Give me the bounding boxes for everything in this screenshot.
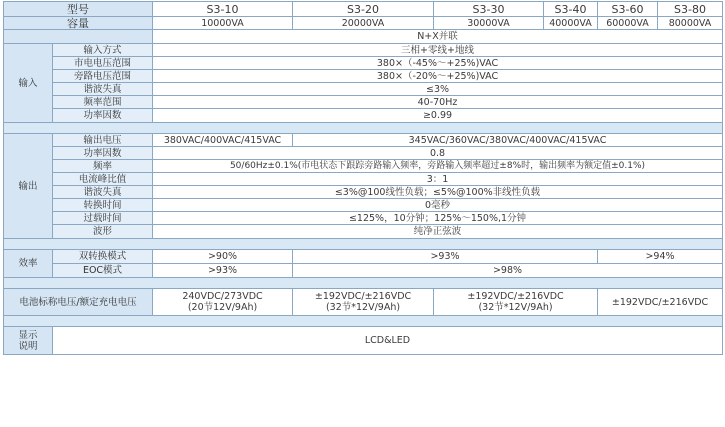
- model-label: 型号: [4, 2, 153, 17]
- input-value: 380×（-20%～+25%)VAC: [153, 70, 723, 83]
- display-label-line2: 说明: [18, 340, 38, 352]
- input-row: [4, 109, 723, 123]
- output-value: 纯净正弦波: [153, 225, 723, 239]
- display-label-line1: 显示: [18, 329, 38, 341]
- display-row: [4, 327, 723, 355]
- output-row: [4, 147, 723, 160]
- output-value: 0毫秒: [153, 199, 723, 212]
- efficiency-section-label: 效率: [4, 250, 53, 278]
- section-divider: [4, 316, 723, 327]
- capacity-s3-80: 80000VA: [658, 17, 723, 30]
- input-value: 40-70Hz: [153, 96, 723, 109]
- battery-s3-10-config: (20节12V/9Ah): [187, 302, 258, 313]
- output-voltage-s3-10: 380VAC/400VAC/415VAC: [153, 134, 293, 147]
- input-label: 频率范围: [53, 96, 153, 109]
- input-row: [4, 44, 723, 57]
- input-label: 市电电压范围: [53, 57, 153, 70]
- battery-s3-20-voltage: ±192VDC/±216VDC: [314, 291, 412, 302]
- double-conversion-right: >94%: [598, 250, 723, 264]
- parallel-row: [4, 30, 723, 44]
- capacity-s3-20: 20000VA: [293, 17, 434, 30]
- input-row: [4, 96, 723, 109]
- efficiency-row: [4, 250, 723, 264]
- input-label: 旁路电压范围: [53, 70, 153, 83]
- parallel-value: N+X并联: [153, 30, 723, 44]
- input-row: [4, 83, 723, 96]
- battery-row: [4, 289, 723, 316]
- model-s3-60: S3-60: [598, 2, 658, 17]
- eoc-label: EOC模式: [53, 264, 153, 278]
- output-label: 过载时间: [53, 212, 153, 225]
- output-value: 50/60Hz±0.1%(市电状态下跟踪旁路输入频率，旁路输入频率超过±8%时，输出频率为额定值±0.1%): [153, 160, 723, 173]
- battery-s3-30: [434, 289, 598, 316]
- model-s3-20: S3-20: [293, 2, 434, 17]
- output-value: ≤125%，10分钟；125%～150%,1分钟: [153, 212, 723, 225]
- output-voltage-label: 输出电压: [53, 134, 153, 147]
- battery-s3-10: [153, 289, 293, 316]
- battery-s3-30-voltage: ±192VDC/±216VDC: [467, 291, 564, 302]
- model-s3-30: S3-30: [434, 2, 544, 17]
- battery-s3-20-config: (32节*12V/9Ah): [325, 302, 401, 313]
- output-label: 频率: [53, 160, 153, 173]
- capacity-s3-30: 30000VA: [434, 17, 544, 30]
- output-label: 功率因数: [53, 147, 153, 160]
- capacity-s3-40: 40000VA: [544, 17, 598, 30]
- output-voltage-others: 345VAC/360VAC/380VAC/400VAC/415VAC: [293, 134, 723, 147]
- input-label: 功率因数: [53, 109, 153, 123]
- input-value: 三相+零线+地线: [153, 44, 723, 57]
- capacity-s3-60: 60000VA: [598, 17, 658, 30]
- input-value: ≤3%: [153, 83, 723, 96]
- display-value: LCD&LED: [53, 327, 723, 355]
- output-row: [4, 173, 723, 186]
- output-label: 谐波失真: [53, 186, 153, 199]
- input-value: ≥0.99: [153, 109, 723, 123]
- battery-s3-40-80: ±192VDC/±216VDC: [598, 289, 723, 316]
- output-label: 电流峰比值: [53, 173, 153, 186]
- output-label: 波形: [53, 225, 153, 239]
- model-s3-40: S3-40: [544, 2, 598, 17]
- output-row: [4, 186, 723, 199]
- output-row: [4, 225, 723, 239]
- output-row: [4, 199, 723, 212]
- double-conversion-s3-10: >90%: [153, 250, 293, 264]
- battery-s3-30-config: (32节*12V/9Ah): [478, 302, 553, 313]
- efficiency-row: [4, 264, 723, 278]
- parallel-blank: [4, 30, 153, 44]
- input-row: [4, 70, 723, 83]
- output-value: 3：1: [153, 173, 723, 186]
- model-s3-10: S3-10: [153, 2, 293, 17]
- model-row: [4, 2, 723, 17]
- output-row: [4, 134, 723, 147]
- input-row: [4, 57, 723, 70]
- output-value: ≤3%@100线性负载；≤5%@100%非线性负载: [153, 186, 723, 199]
- battery-s3-10-voltage: 240VDC/273VDC: [182, 291, 263, 302]
- eoc-s3-10: >93%: [153, 264, 293, 278]
- battery-label: 电池标称电压/额定充电电压: [4, 289, 153, 316]
- capacity-row: [4, 17, 723, 30]
- input-label: 输入方式: [53, 44, 153, 57]
- section-divider: [4, 239, 723, 250]
- double-conversion-label: 双转换模式: [53, 250, 153, 264]
- double-conversion-mid: >93%: [293, 250, 598, 264]
- model-s3-80: S3-80: [658, 2, 723, 17]
- battery-s3-20: [293, 289, 434, 316]
- output-value: 0.8: [153, 147, 723, 160]
- output-label: 转换时间: [53, 199, 153, 212]
- spec-table: [3, 1, 723, 355]
- output-section-label: 输出: [4, 134, 53, 239]
- display-label: [4, 327, 53, 355]
- capacity-s3-10: 10000VA: [153, 17, 293, 30]
- section-divider: [4, 123, 723, 134]
- eoc-others: >98%: [293, 264, 723, 278]
- output-row: [4, 212, 723, 225]
- input-section-label: 输入: [4, 44, 53, 123]
- input-label: 谐波失真: [53, 83, 153, 96]
- output-row: [4, 160, 723, 173]
- input-value: 380×（-45%～+25%)VAC: [153, 57, 723, 70]
- section-divider: [4, 278, 723, 289]
- capacity-label: 容量: [4, 17, 153, 30]
